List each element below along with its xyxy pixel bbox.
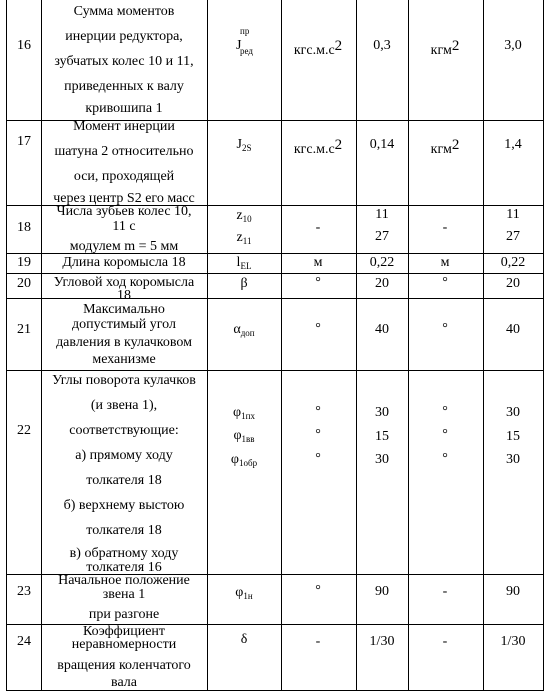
value: 15 bbox=[375, 429, 389, 444]
table-border-bottom bbox=[6, 690, 544, 691]
value: 1,4 bbox=[504, 137, 522, 152]
moment-symbol: J пр ред bbox=[236, 26, 253, 56]
row-divider bbox=[6, 273, 544, 274]
parameter-line: допустимый угол bbox=[72, 317, 176, 332]
row-number: 22 bbox=[17, 423, 31, 438]
value: 0,14 bbox=[369, 137, 395, 152]
parameter-line: Сумма моментов bbox=[73, 4, 175, 19]
value: 3,0 bbox=[504, 38, 522, 53]
unit: ° bbox=[315, 275, 321, 290]
value: 15 bbox=[506, 429, 520, 444]
column-divider bbox=[207, 0, 208, 691]
value: 0,22 bbox=[369, 255, 395, 270]
phi-symbol: $\varphi_{1н}$ bbox=[235, 585, 253, 601]
unit: ° bbox=[442, 404, 448, 419]
unit: ° bbox=[442, 275, 448, 290]
phi-symbol: $\varphi_{1вв}$ bbox=[233, 428, 255, 444]
value: 40 bbox=[375, 322, 389, 337]
parameter-line: приведенных к валу bbox=[64, 79, 184, 94]
value: 11 bbox=[375, 207, 389, 222]
unit: - bbox=[315, 220, 321, 235]
parameter-line: механизме bbox=[92, 352, 156, 367]
value: 0,22 bbox=[500, 255, 526, 270]
unit: ° bbox=[442, 427, 448, 442]
parameter-line: Коэффициент bbox=[82, 624, 166, 639]
parameter-line: Максимально bbox=[83, 302, 165, 317]
value: 27 bbox=[506, 229, 520, 244]
parameter-line: через центр S2 его масс bbox=[53, 191, 195, 206]
parameter-line: давления в кулачковом bbox=[56, 335, 192, 350]
parameter-line: Начальное положение bbox=[58, 573, 190, 588]
value: 0,3 bbox=[373, 38, 391, 53]
moment-symbol: $J_{2S}$ bbox=[236, 137, 252, 153]
teeth-symbol: $z_{11}$ bbox=[236, 230, 252, 246]
value: 11 bbox=[506, 207, 520, 222]
table-border-left bbox=[6, 0, 7, 691]
phi-symbol: $\varphi_{1обр}$ bbox=[230, 452, 258, 468]
unit: - bbox=[442, 584, 448, 599]
unit: кгс.м.с2 bbox=[293, 38, 343, 58]
unit: ° bbox=[315, 451, 321, 466]
parameter-line: а) прямому ходу bbox=[75, 448, 173, 463]
unit: ° bbox=[315, 583, 321, 598]
value: 90 bbox=[375, 584, 389, 599]
unit: - bbox=[442, 634, 448, 649]
parameter-line: кривошипа 1 bbox=[85, 101, 163, 116]
unit: ° bbox=[315, 321, 321, 336]
parameter-line: Угловой ход коромысла bbox=[53, 275, 195, 290]
delta-symbol: δ bbox=[240, 632, 248, 647]
length-symbol: $l_{EL}$ bbox=[236, 255, 252, 271]
parameter-line: вращения коленчатого bbox=[57, 658, 191, 673]
value: 20 bbox=[375, 276, 389, 291]
parameter-line: б) верхнему выстою bbox=[63, 498, 185, 513]
parameter-line: 11 с bbox=[112, 219, 136, 234]
row-divider bbox=[6, 298, 544, 299]
row-number: 16 bbox=[17, 38, 31, 53]
column-divider bbox=[281, 0, 282, 691]
unit: кгм2 bbox=[430, 38, 460, 58]
unit: кгм2 bbox=[430, 137, 460, 157]
parameter-line: вала bbox=[111, 675, 137, 690]
parameter-line: Углы поворота кулачков bbox=[52, 373, 196, 388]
row-number: 18 bbox=[17, 220, 31, 235]
parameter-line: 18 bbox=[117, 288, 131, 303]
parameter-line: (и звена 1), bbox=[90, 398, 158, 413]
value: 90 bbox=[506, 584, 520, 599]
parameter-line: шатуна 2 относительно bbox=[54, 144, 194, 159]
parameter-line: инерции редуктора, bbox=[65, 29, 183, 44]
parameter-line: толкателя 18 bbox=[86, 473, 162, 488]
parameter-line: оси, проходящей bbox=[73, 169, 175, 184]
column-divider bbox=[483, 0, 484, 691]
unit: кгс.м.с2 bbox=[293, 137, 343, 157]
parameter-line: зубчатых колес 10 и 11, bbox=[54, 54, 194, 69]
value: 20 bbox=[506, 276, 520, 291]
row-number: 17 bbox=[17, 134, 31, 149]
parameter-line: при разгоне bbox=[88, 607, 160, 622]
unit: ° bbox=[315, 404, 321, 419]
parameter-line: Момент инерции bbox=[73, 119, 175, 134]
parameter-line: неравномерности bbox=[71, 637, 177, 652]
column-divider bbox=[356, 0, 357, 691]
column-divider bbox=[41, 0, 42, 691]
unit: ° bbox=[442, 321, 448, 336]
row-divider bbox=[6, 370, 544, 371]
value: 1/30 bbox=[369, 634, 395, 649]
unit: - bbox=[315, 634, 321, 649]
parameter-line: соответствующие: bbox=[69, 423, 179, 438]
value: 40 bbox=[506, 322, 520, 337]
row-number: 23 bbox=[17, 584, 31, 599]
alpha-symbol: $\alpha_{доп}$ bbox=[233, 322, 255, 338]
parameter-line: толкателя 18 bbox=[86, 523, 162, 538]
unit: м bbox=[440, 255, 450, 270]
teeth-symbol: $z_{10}$ bbox=[236, 208, 252, 224]
unit: м bbox=[313, 255, 323, 270]
column-divider bbox=[408, 0, 409, 691]
beta-symbol: β bbox=[240, 276, 248, 291]
parameter-line: толкателя 16 bbox=[86, 560, 162, 575]
unit: ° bbox=[442, 451, 448, 466]
value: 30 bbox=[375, 405, 389, 420]
parameter-line: Длина коромысла 18 bbox=[62, 255, 186, 270]
table-border-right bbox=[543, 0, 544, 691]
value: 30 bbox=[375, 452, 389, 467]
parameter-line: в) обратному ходу bbox=[69, 546, 179, 561]
parameter-line: звена 1 bbox=[102, 587, 146, 602]
phi-symbol: $\varphi_{1пх}$ bbox=[233, 405, 255, 421]
value: 27 bbox=[375, 229, 389, 244]
value: 30 bbox=[506, 405, 520, 420]
row-number: 20 bbox=[17, 276, 31, 291]
unit: ° bbox=[315, 427, 321, 442]
parameter-line: модулем m = 5 мм bbox=[69, 239, 179, 254]
row-number: 19 bbox=[17, 255, 31, 270]
parameter-line: Числа зубьев колес 10, bbox=[56, 204, 192, 219]
row-number: 24 bbox=[17, 634, 31, 649]
row-number: 21 bbox=[17, 322, 31, 337]
value: 1/30 bbox=[500, 634, 526, 649]
unit: - bbox=[442, 220, 448, 235]
value: 30 bbox=[506, 452, 520, 467]
